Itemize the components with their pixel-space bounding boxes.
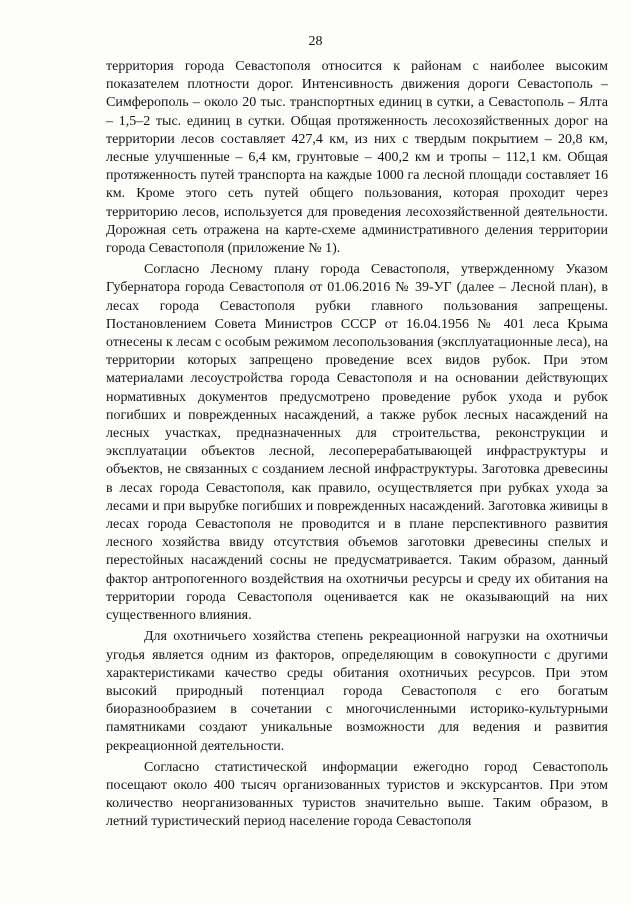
paragraph-recreation: Для охотничьего хозяйства степень рекреационной нагрузки на охотничьи угодья является одним из факторов, определяющим в совокупности с другими характеристиками качество среды обитания охотничьих ресурсов. При этом высокий природный потенциал города Севастополя с его богатым биоразнообразием в сочетании с многочисленными историко-культурными памятниками создают уникальные возможности для ведения и развития рекреационной деятельности. <box>106 629 608 754</box>
paragraph-tourism: Согласно статистической информации ежегодно город Севастополь посещают около 400 тысяч организованных туристов и экскурсантов. При этом количество неорганизованных туристов значительно выше. Таким образом, в летний туристический период население города Севастополя <box>106 759 608 830</box>
page-number: 28 <box>308 34 323 49</box>
paragraph-roads: территория города Севастополя относится к районам с наиболее высоким показателем плотности дорог. Интенсивность движения дороги Севастополь – Симферополь – около 20 тыс. транспортных единиц в сутки, а Севастополь – Ялта – 1,5–2 тыс. единиц в сутки. Общая протяженность лесохозяйственных дорог на территории лесов составляет 427,4 км, из них с твердым покрытием – 20,8 км, лесные улучшенные – 6,4 км, грунтовые – 400,2 км и тропы – 112,1 км. Общая протяженность путей транспорта на каждые 1000 га лесной площади составляет 16 км. Кроме этого сеть путей общего пользования, которая проходит через территорию лесов, используется для проведения лесохозяйственной деятельности. Дорожная сеть отражена на карте-схеме административного деления территории города Севастополя (приложение № 1). <box>106 59 608 257</box>
body-text <box>106 58 608 832</box>
paragraph-forest-plan: Согласно Лесному плану города Севастополя, утвержденному Указом Губернатора города Севастополя от 01.06.2016 № 39-УГ (далее – Лесной план), в лесах города Севастополя рубки главного пользования запрещены. Постановлением Совета Министров СССР от 16.04.1956 № 401 леса Крыма отнесены к лесам с особым режимом лесопользования (эксплуатационные леса), на территории которых запрещено проведение всех видов рубок. При этом материалами лесоустройства города Севастополя и на основании действующих нормативных документов предусмотрено проведение рубок ухода и рубок погибших и поврежденных насаждений, а также рубок лесных насаждений на лесных участках, предназначенных для строительства, реконструкции и эксплуатации объектов лесной, лесоперерабатывающей инфраструктуры и объектов, не связанных с созданием лесной инфраструктуры. Заготовка древесины в лесах города Севастополя, как правило, осуществляется при рубках ухода за лесами и при вырубке погибших и поврежденных насаждений. Заготовка живицы в лесах города Севастополя не проводится и в плане перспективного развития лесного хозяйства ввиду отсутствия объемов заготовки древесины спелых и перестойных насаждений сосны не предусматривается. Таким образом, данный фактор антропогенного воздействия на охотничьи ресурсы и среду их обитания на территории города Севастополя оценивается как не оказывающий на них существенного влияния. <box>106 262 608 624</box>
